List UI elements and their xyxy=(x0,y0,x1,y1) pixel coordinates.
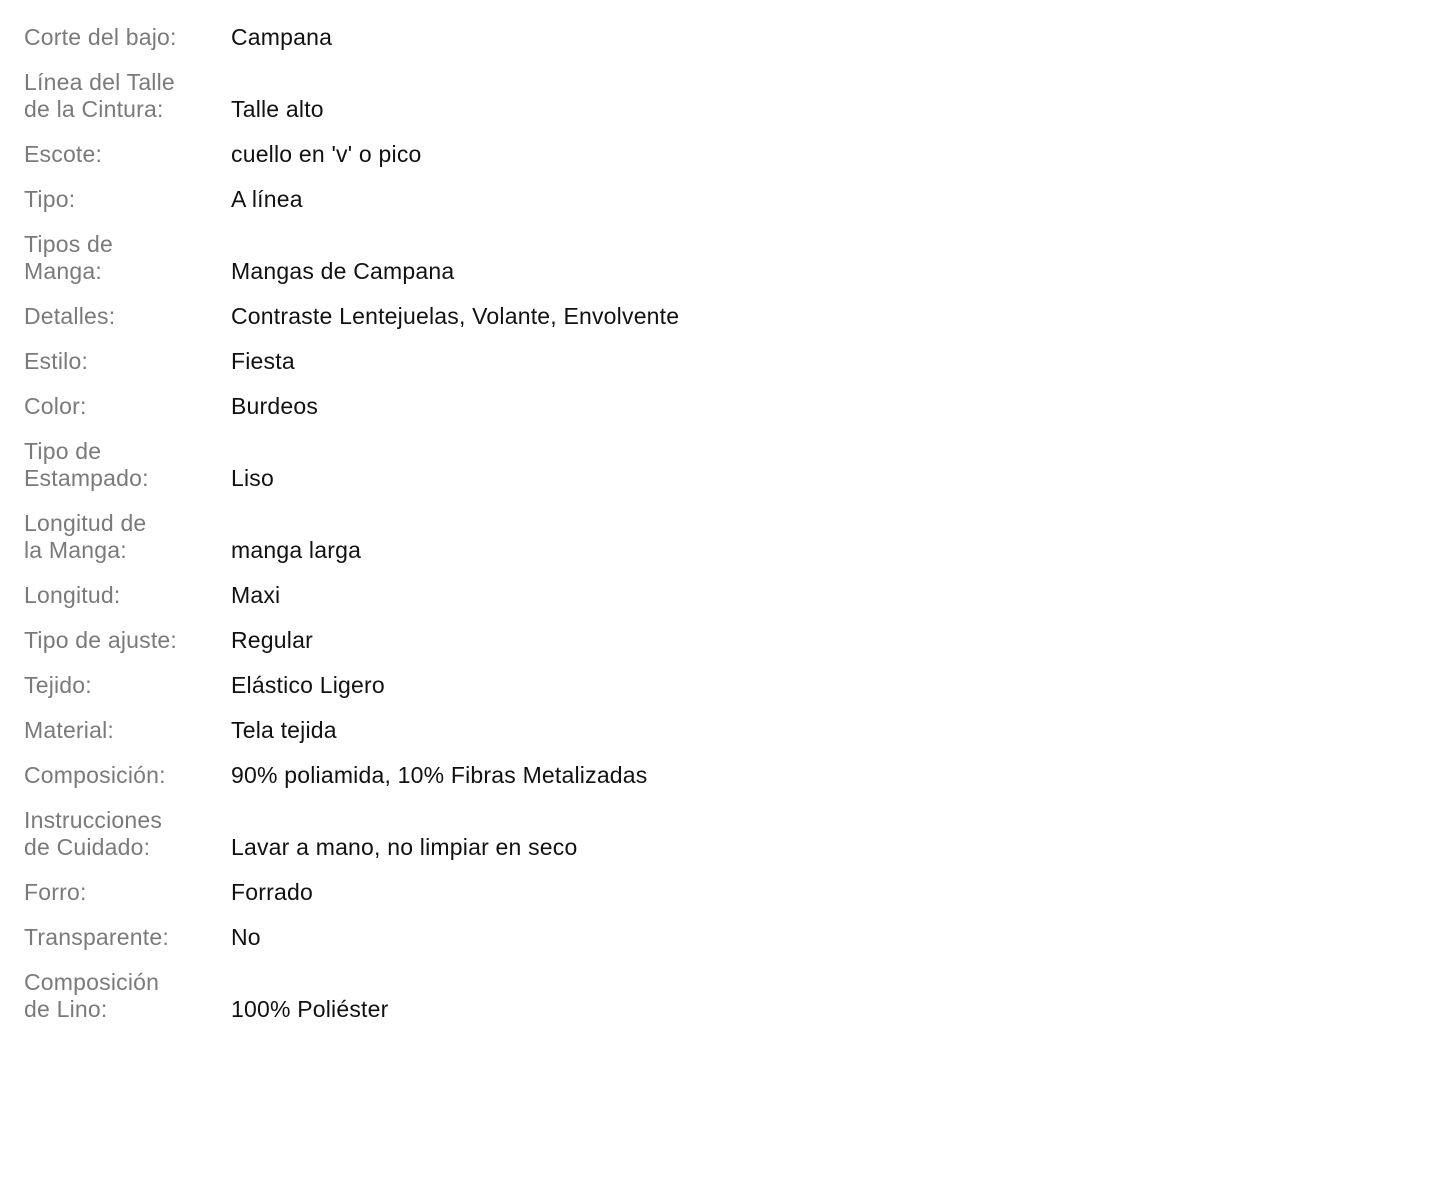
spec-label: Tipo: xyxy=(24,186,76,212)
spec-label: Transparente: xyxy=(24,924,169,950)
spec-value: Elástico Ligero xyxy=(231,672,385,698)
spec-value: Maxi xyxy=(231,582,281,608)
spec-row-sleeve-type xyxy=(24,231,1404,285)
spec-row-neckline xyxy=(24,141,1404,168)
spec-row-sleeve-length xyxy=(24,510,1404,564)
spec-value: Tela tejida xyxy=(231,717,337,743)
spec-row-type xyxy=(24,186,1404,213)
spec-value: 90% poliamida, 10% Fibras Metalizadas xyxy=(231,762,648,788)
spec-value: A línea xyxy=(231,186,303,212)
spec-row-sheer xyxy=(24,924,1404,951)
spec-value: Burdeos xyxy=(231,393,319,419)
spec-label: Instrucciones de Cuidado: xyxy=(24,807,163,860)
spec-label: Tipos de Manga: xyxy=(24,231,113,284)
spec-label: Detalles: xyxy=(24,303,116,329)
spec-label: Longitud de la Manga: xyxy=(24,510,147,563)
spec-value: manga larga xyxy=(231,537,362,563)
spec-row-fit-type xyxy=(24,627,1404,654)
spec-label: Tipo de Estampado: xyxy=(24,438,149,491)
spec-value: Lavar a mano, no limpiar en seco xyxy=(231,834,578,860)
spec-row-color xyxy=(24,393,1404,420)
spec-value: Contraste Lentejuelas, Volante, Envolvente xyxy=(231,303,680,329)
spec-value: Liso xyxy=(231,465,274,491)
spec-row-waistline xyxy=(24,69,1404,123)
spec-row-details xyxy=(24,303,1404,330)
spec-label: Corte del bajo: xyxy=(24,24,177,50)
spec-value: Forrado xyxy=(231,879,313,905)
spec-value: No xyxy=(231,924,261,950)
spec-row-length xyxy=(24,582,1404,609)
spec-value: cuello en 'v' o pico xyxy=(231,141,422,167)
product-specs-list xyxy=(24,24,1404,1041)
spec-value: Talle alto xyxy=(231,96,324,122)
spec-value: 100% Poliéster xyxy=(231,996,389,1022)
spec-row-fabric xyxy=(24,672,1404,699)
spec-value: Mangas de Campana xyxy=(231,258,455,284)
spec-label: Forro: xyxy=(24,879,87,905)
spec-label: Material: xyxy=(24,717,114,743)
spec-row-material xyxy=(24,717,1404,744)
spec-row-print-type xyxy=(24,438,1404,492)
spec-row-hem-cut xyxy=(24,24,1404,51)
spec-label: Composición de Lino: xyxy=(24,969,160,1022)
spec-label: Estilo: xyxy=(24,348,89,374)
spec-row-care-instructions xyxy=(24,807,1404,861)
spec-label: Línea del Talle de la Cintura: xyxy=(24,69,175,122)
spec-row-lining xyxy=(24,879,1404,906)
spec-label: Color: xyxy=(24,393,87,419)
spec-label: Composición: xyxy=(24,762,166,788)
spec-label: Tipo de ajuste: xyxy=(24,627,178,653)
spec-row-lining-composition xyxy=(24,969,1404,1023)
spec-label: Escote: xyxy=(24,141,103,167)
spec-label: Tejido: xyxy=(24,672,92,698)
spec-value: Fiesta xyxy=(231,348,295,374)
spec-value: Campana xyxy=(231,24,333,50)
spec-row-style xyxy=(24,348,1404,375)
spec-value: Regular xyxy=(231,627,313,653)
spec-label: Longitud: xyxy=(24,582,121,608)
spec-row-composition xyxy=(24,762,1404,789)
